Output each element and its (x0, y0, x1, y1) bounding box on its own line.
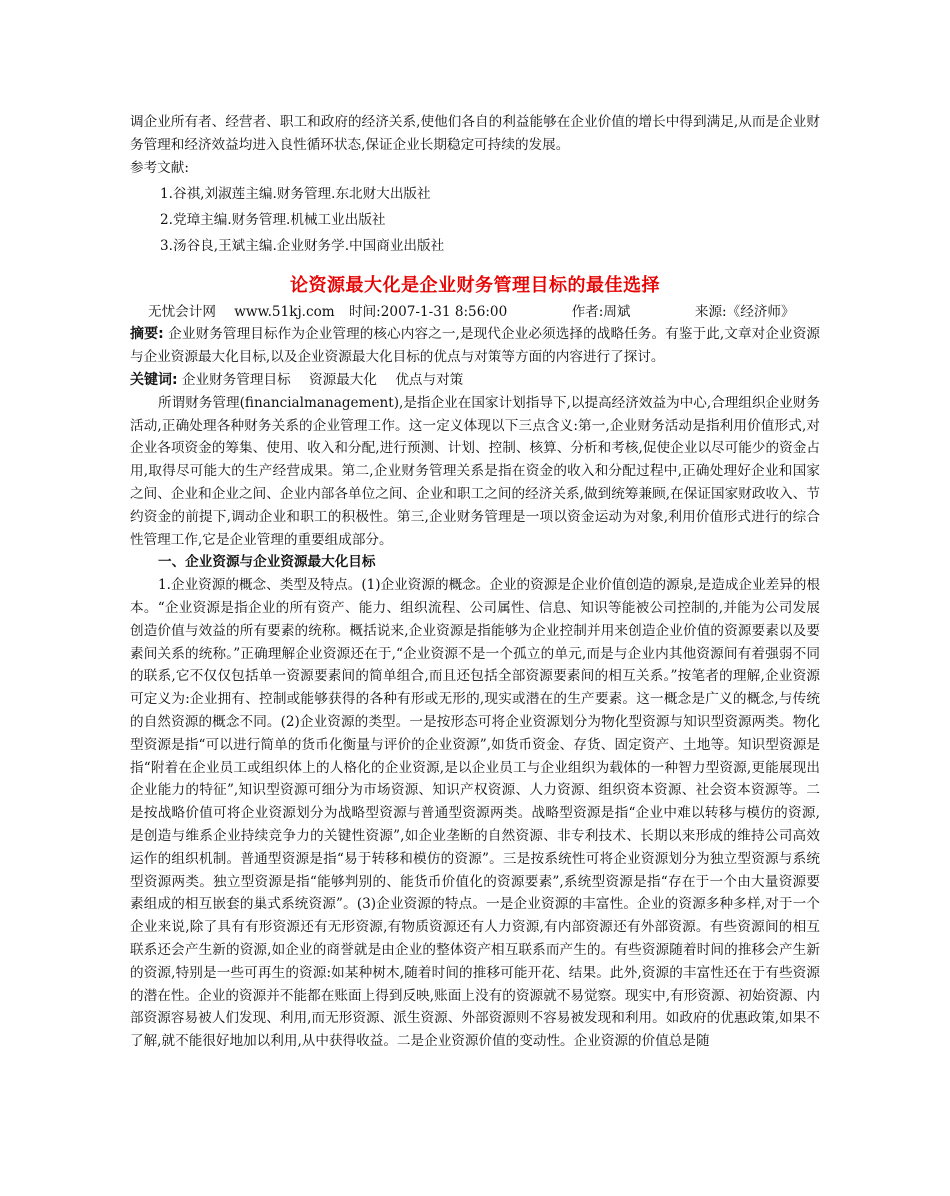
reference-item: 1.谷祺,刘淑莲主编.财务管理.东北财大出版社 (160, 186, 431, 203)
keywords (130, 369, 820, 392)
keywords-label: 关键词: (130, 371, 178, 388)
abstract-label: 摘要: (130, 326, 164, 343)
reference-item: 2.党璋主编.财务管理.机械工业出版社 (160, 212, 386, 229)
keyword: 资源最大化 (309, 371, 377, 388)
body-paragraph-2: 1.企业资源的概念、类型及特点。(1)企业资源的概念。企业的资源是企业价值创造的源泉,是造成企业差异的根本。“企业资源是指企业的所有资产、能力、组织流程、公司属性、信息、知识等能被公司控制的,并能为公司发展创造价值与效益的所有要素的统称。概括说来,企业资源是指能够为企业控制并用来创造企业价值的资源要素以及要素间关系的统称。”正确理解企业资源还在于,“企业资源不是一个孤立的单元,而是与企业内其他资源间有着强弱不同的联系,它不仅仅包括单一资源要素间的简单组合,而且还包括全部资源要素间的相互关系。”按笔者的理解,企业资源可定义为:企业拥有、控制或能够获得的各种有形或无形的,现实或潜在的生产要素。这一概念是广义的概念,与传统的自然资源的概念不同。(2)企业资源的类型。一是按形态可将企业资源划分为物化型资源与知识型资源两类。物化型资源是指“可以进行简单的货币化衡量与评价的企业资源”,如货币资金、存货、固定资产、土地等。知识型资源是指“附着在企业员工或组织体上的人格化的企业资源,是以企业员工与企业组织为载体的一种智力型资源,更能展现出企业能力的特征”,知识型资源可细分为市场资源、知识产权资源、人力资源、组织资本资源、社会资本资源等。二是按战略价值可将企业资源划分为战略型资源与普通型资源两类。战略型资源是指“企业中难以转移与模仿的资源,是创造与维系企业持续竞争力的关键性资源”,如企业垄断的自然资源、非专利技术、长期以来形成的维持公司高效运作的组织机制。普通型资源是指“易于转移和模仿的资源”。三是按系统性可将企业资源划分为独立型资源与系统型资源两类。独立型资源是指“能够判别的、能货币价值化的资源要素”,系统型资源是指“存在于一个由大量资源要素组成的相互嵌套的巢式系统资源”。(3)企业资源的特点。一是企业资源的丰富性。企业的资源多种多样,对于一个企业来说,除了具有有形资源还有无形资源,有物质资源还有人力资源,有内部资源还有外部资源。有些资源间的相互联系还会产生新的资源,如企业的商誉就是由企业的整体资产相互联系而产生的。有些资源随着时间的推移会产生新的资源,特别是一些可再生的资源:如某种树木,随着时间的推移可能开花、结果。此外,资源的丰富性还在于有些资源的潜在性。企业的资源并不能都在账面上得到反映,账面上没有的资源就不易觉察。现实中,有形资源、初始资源、内部资源容易被人们发现、利用,而无形资源、派生资源、外部资源则不容易被发现和利用。如政府的优惠政策,如果不了解,就不能很好地加以利用,从中获得收益。二是企业资源价值的变动性。企业资源的价值总是随 (130, 577, 820, 1050)
body-paragraph-1: 所谓财务管理(financialmanagement),是指企业在国家计划指导下,以提高经济效益为中心,合理组织企业财务活动,正确处理各种财务关系的企业管理工作。这一定义体现以下三点含义:第一,企业财务活动是指利用价值形式,对企业各项资金的筹集、使用、收入和分配,进行预测、计划、控制、核算、分析和考核,促使企业以尽可能少的资金占用,取得尽可能大的生产经营成果。第二,企业财务管理关系是指在资金的收入和分配过程中,正确处理好企业和国家之间、企业和企业之间、企业内部各单位之间、企业和职工之间的经济关系,做到统筹兼顾,在保证国家财政收入、节约资金的前提下,调动企业和职工的积极性。第三,企业财务管理是一项以资金运动为对象,利用价值形式进行的综合性管理工作,它是企业管理的重要组成部分。 (130, 394, 820, 548)
abstract-text: 企业财务管理目标作为企业管理的核心内容之一,是现代企业必须选择的战略任务。有鉴于此,文章对企业资源与企业资源最大化目标,以及企业资源最大化目标的优点与对策等方面的内容进行了探讨。 (130, 326, 820, 366)
section-heading: 一、企业资源与企业资源最大化目标 (158, 554, 376, 571)
meta-time: 时间:2007-1-31 8:56:00 (349, 304, 508, 321)
content-column (130, 111, 820, 1053)
references-heading: 参考文献: (130, 159, 189, 176)
intro-paragraph: 调企业所有者、经营者、职工和政府的经济关系,使他们各自的利益能够在企业价值的增长中得到满足,从而是企业财务管理和经济效益均进入良性循环状态,保证企业长期稳定可持续的发展。 (130, 114, 820, 153)
references-list (130, 181, 820, 259)
keyword: 企业财务管理目标 (181, 371, 291, 388)
article-meta (148, 301, 820, 323)
meta-site: 无忧会计网 (148, 304, 216, 321)
article-title: 论资源最大化是企业财务管理目标的最佳选择 (290, 275, 660, 297)
reference-item: 3.汤谷良,王斌主编.企业财务学.中国商业出版社 (160, 238, 445, 255)
meta-url: www.51kj.com (234, 304, 335, 321)
abstract (130, 323, 820, 369)
meta-source: 来源:《经济师》 (694, 304, 795, 321)
keyword: 优点与对策 (395, 371, 464, 388)
meta-author: 作者:周斌 (571, 304, 631, 321)
